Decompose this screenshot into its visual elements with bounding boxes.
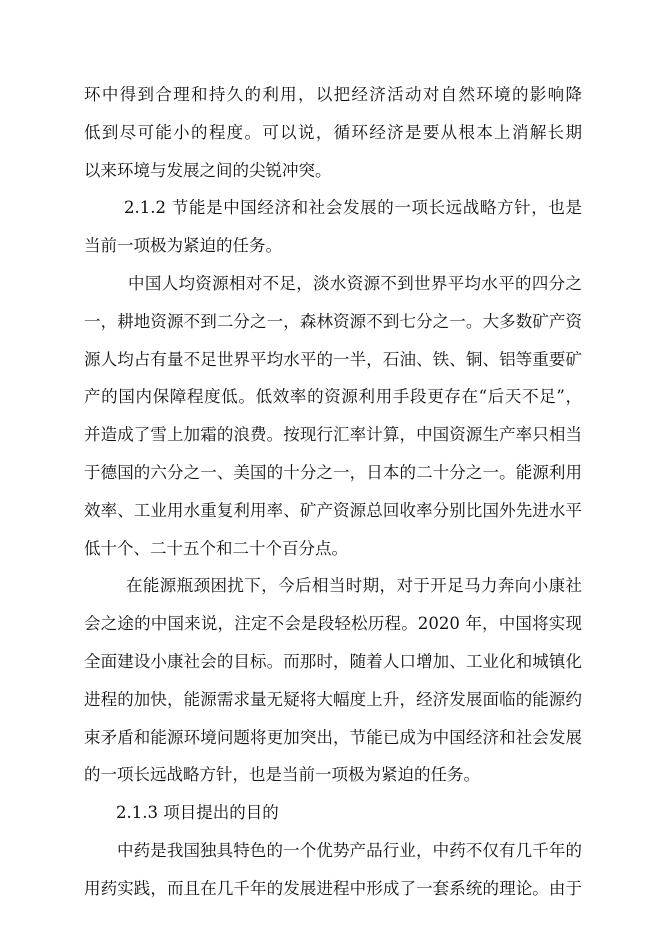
text-line: 一，耕地资源不到二分之一，森林资源不到七分之一。大多数矿产资	[84, 311, 582, 331]
heading-line: 2.1.2 节能是中国经济和社会发展的一项长远战略方针，也是	[124, 198, 582, 218]
text-line: 效率、工业用水重复利用率、矿产资源总回收率分别比国外先进水平	[84, 500, 582, 520]
text-line: 中国人均资源相对不足，淡水资源不到世界平均水平的四分之	[128, 273, 582, 293]
paragraph-resources	[84, 265, 582, 567]
text-line: 源人均占有量不足世界平均水平的一半，石油、铁、铜、铝等重要矿	[84, 349, 582, 369]
text-line: 环中得到合理和持久的利用，以把经济活动对自然环境的影响降	[84, 85, 582, 104]
text-line: 进程的加快，能源需求量无疑将大幅度上升，经济发展面临的能源约	[84, 689, 582, 709]
text-line: 低到尽可能小的程度。可以说，循环经济是要从根本上消解长期	[84, 122, 582, 142]
text-line: 于德国的六分之一、美国的十分之一，日本的二十分之一。能源利用	[84, 462, 582, 482]
document-body	[84, 76, 582, 908]
heading-line: 当前一项极为紧迫的任务。	[84, 236, 282, 256]
text-line: 以来环境与发展之间的尖锐冲突。	[84, 160, 332, 180]
text-line: 用药实践，而且在几千年的发展进程中形成了一套系统的理论。由于	[84, 878, 582, 898]
heading-line: 2.1.3 项目提出的目的	[116, 803, 279, 823]
text-line: 的一项长远战略方针，也是当前一项极为紧迫的任务。	[84, 765, 480, 785]
text-line: 低十个、二十五个和二十个百分点。	[84, 538, 348, 558]
text-line: 中药是我国独具特色的一个优势产品行业，中药不仅有几千年的	[117, 840, 582, 860]
text-line: 并造成了雪上加霜的浪费。按现行汇率计算，中国资源生产率只相当	[84, 425, 582, 445]
section-heading-2-1-3	[84, 794, 582, 832]
paragraph-circular-economy	[84, 76, 582, 189]
text-line: 全面建设小康社会的目标。而那时，随着人口增加、工业化和城镇化	[84, 651, 582, 671]
text-line: 束矛盾和能源环境问题将更加突出，节能已成为中国经济和社会发展	[84, 727, 582, 747]
section-heading-2-1-2	[84, 189, 582, 265]
paragraph-tcm	[84, 832, 582, 908]
paragraph-energy-bottleneck	[84, 567, 582, 794]
text-line: 会之途的中国来说，注定不会是段轻松历程。2020 年，中国将实现	[84, 614, 582, 634]
text-line: 产的国内保障程度低。低效率的资源利用手段更存在“后天不足”，	[84, 387, 582, 407]
text-line: 在能源瓶颈困扰下，今后相当时期，对于开足马力奔向小康社	[126, 576, 582, 596]
